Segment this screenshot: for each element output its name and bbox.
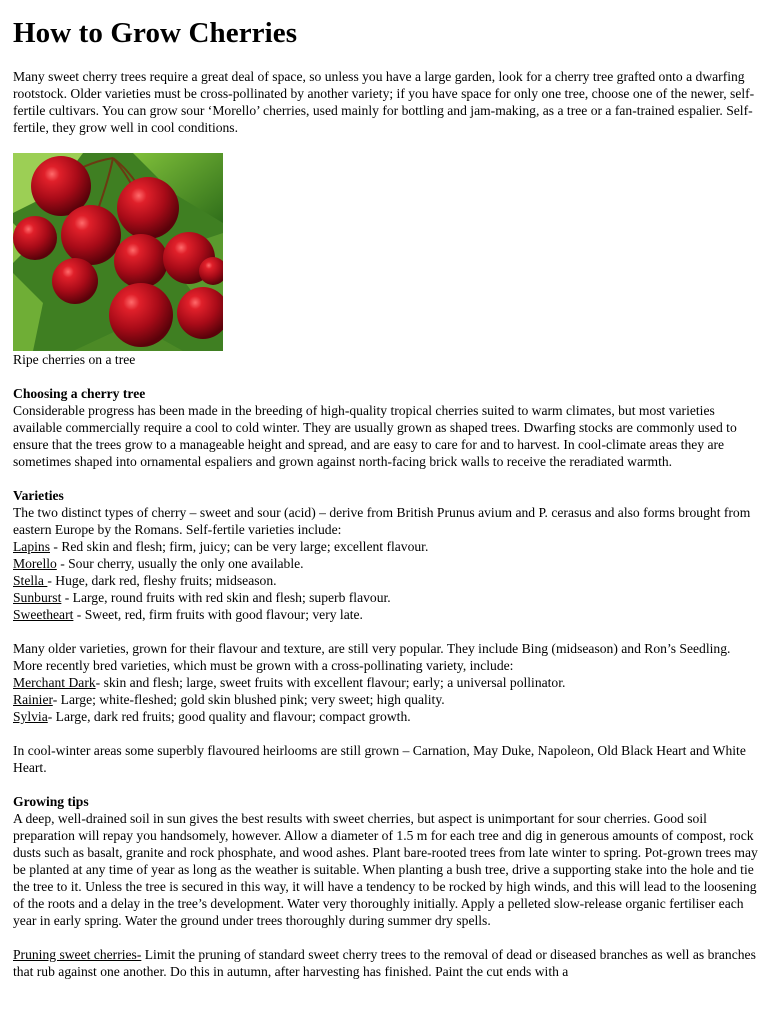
variety-name: Rainier	[13, 692, 53, 707]
varieties-heading: Varieties	[13, 488, 64, 503]
variety-desc: - Sour cherry, usually the only one available.	[56, 556, 304, 571]
image-caption: Ripe cherries on a tree	[13, 352, 136, 367]
variety-item	[13, 555, 758, 572]
variety-desc: - Large; white-fleshed; gold skin blushed pink; very sweet; high quality.	[52, 692, 445, 707]
choosing-heading: Choosing a cherry tree	[13, 386, 146, 401]
variety-item	[13, 589, 758, 606]
variety-item	[13, 674, 758, 691]
variety-desc: - Large, dark red fruits; good quality and flavour; compact growth.	[47, 709, 411, 724]
growing-heading: Growing tips	[13, 794, 89, 809]
pruning-text: Limit the pruning of standard sweet cherry trees to the removal of dead or diseased branches as well as branches that rub against one another. Do this in autumn, after harvesting has finished. Paint the cut ends with a	[13, 947, 756, 979]
pruning-paragraph	[13, 946, 758, 980]
intro-paragraph: Many sweet cherry trees require a great deal of space, so unless you have a large garden, look for a cherry tree grafted onto a dwarfing rootstock. Older varieties must be cross-pollinated by another variety; if you have space for only one tree, choose one of the newer, self-fertile cultivars. You can grow sour ‘Morello’ cherries, used mainly for bottling and jam-making, as a tree or a fan-trained espalier. Self-fertile, they grow well in cool conditions.	[13, 69, 755, 135]
choosing-paragraph: Considerable progress has been made in the breeding of high-quality tropical cherries suited to warm climates, but most varieties available commercially require a cool to cold winter. They are usually grown as shaped trees. Dwarfing stocks are commonly used to ensure that the trees grow to a manageable height and spread, and are easy to care for and to harvest. In cool-climate areas they are sometimes shaped into ornamental espaliers and grown against north-facing brick walls to receive the reradiated warmth.	[13, 403, 737, 469]
older-varieties-paragraph: Many older varieties, grown for their flavour and texture, are still very popular. They include Bing (midseason) and Ron’s Seedling. More recently bred varieties, which must be grown with a cross-pollinating variety, include:	[13, 641, 731, 673]
variety-desc: - skin and flesh; large, sweet fruits with excellent flavour; early; a universal pollinator.	[95, 675, 566, 690]
variety-desc: - Sweet, red, firm fruits with good flavour; very late.	[73, 607, 363, 622]
variety-name: Sylvia	[13, 709, 48, 724]
document-body	[13, 68, 758, 980]
variety-name: Sunburst	[13, 590, 62, 605]
heirlooms-paragraph: In cool-winter areas some superbly flavoured heirlooms are still grown – Carnation, May Duke, Napoleon, Old Black Heart and White Heart.	[13, 743, 746, 775]
variety-item	[13, 691, 758, 708]
variety-name: Stella	[13, 573, 48, 588]
variety-name: Sweetheart	[13, 607, 74, 622]
variety-name: Morello	[13, 556, 57, 571]
variety-item	[13, 606, 758, 623]
varieties-intro: The two distinct types of cherry – sweet and sour (acid) – derive from British Prunus avium and P. cerasus and also forms brought from eastern Europe by the Romans. Self-fertile varieties include:	[13, 505, 751, 537]
page-title: How to Grow Cherries	[13, 17, 298, 49]
variety-item	[13, 708, 758, 725]
variety-desc: - Huge, dark red, fleshy fruits; midseason.	[47, 573, 277, 588]
cherries-photo	[13, 153, 223, 351]
variety-name: Lapins	[13, 539, 50, 554]
variety-item	[13, 538, 758, 555]
variety-item	[13, 572, 758, 589]
pruning-label: Pruning sweet cherries-	[13, 947, 142, 962]
variety-name: Merchant Dark	[13, 675, 96, 690]
growing-paragraph: A deep, well-drained soil in sun gives the best results with sweet cherries, but aspect is unimportant for sour cherries. Good soil preparation will repay you handsomely, however. Allow a diameter of 1.5 m for each tree and dig in generous amounts of compost, rock dusts such as basalt, granite and rock phosphate, and wood ashes. Plant bare-rooted trees from late winter to spring. Pot-grown trees may be planted at any time of year as long as the weather is suitable. When planting a bush tree, drive a supporting stake into the hole and tie the tree to it. Unless the tree is secured in this way, it will have a tendency to be rocked by high winds, and this will lead to the loosening of the roots and a delay in the tree’s development. Water very thoroughly initially. Apply a pelleted slow-release organic fertiliser each year in early spring. Water the ground under trees thoroughly during summer dry spells.	[13, 811, 758, 928]
variety-desc: - Red skin and flesh; firm, juicy; can be very large; excellent flavour.	[50, 539, 429, 554]
variety-desc: - Large, round fruits with red skin and flesh; superb flavour.	[61, 590, 391, 605]
